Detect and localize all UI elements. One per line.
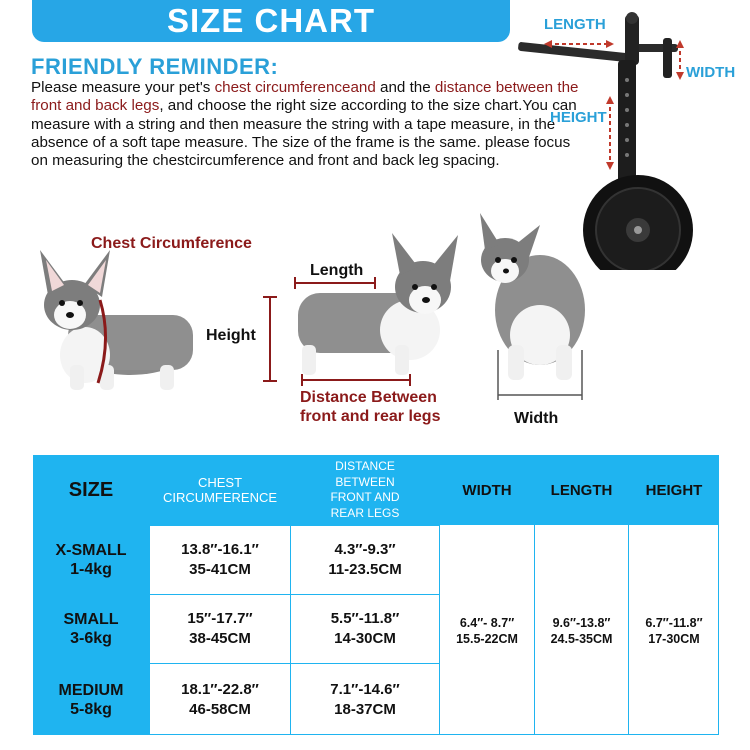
shared-height-cm: 17-30CM	[648, 631, 700, 646]
row-small-dist-cm: 14-30CM	[334, 630, 396, 647]
grid-line	[439, 455, 440, 735]
height-label: Height	[206, 327, 256, 344]
header-chest	[150, 455, 290, 525]
shared-length-in: 9.6″-13.8″	[552, 615, 611, 630]
wheelchair-height-label: HEIGHT	[550, 109, 607, 126]
table-row-size	[33, 664, 149, 735]
reminder-highlight-distance: distance between the front and back legs	[31, 79, 579, 115]
header-width	[440, 455, 534, 525]
grid-line	[149, 455, 150, 735]
row-xsmall-dist-in: 4.3″-9.3″	[334, 541, 396, 558]
reminder-title: FRIENDLY REMINDER:	[31, 54, 279, 79]
grid-line	[290, 455, 291, 735]
corgi-side-icon	[40, 250, 193, 390]
reminder-highlight-chest: chest circumferenceand	[214, 79, 376, 96]
table-row-size	[33, 595, 149, 663]
wheelchair-width-label: WIDTH	[686, 64, 736, 81]
header-distance-line-2: BETWEEN	[335, 474, 395, 489]
table-cell-distance	[291, 595, 439, 663]
row-xsmall-weight: 1-4kg	[70, 561, 112, 578]
row-small-dist-in: 5.5″-11.8″	[330, 610, 400, 627]
wheelchair-length-label: LENGTH	[544, 16, 606, 33]
header-height-text: HEIGHT	[645, 481, 703, 499]
grid-line	[33, 594, 440, 595]
row-xsmall-chest-in: 13.8″-16.1″	[181, 541, 259, 558]
reminder-text-2: and the	[375, 79, 435, 96]
table-cell-chest	[150, 664, 290, 735]
header-distance	[291, 455, 439, 525]
row-small-chest-in: 15″-17.7″	[187, 610, 253, 627]
row-small-size: SMALL	[63, 611, 119, 628]
header-size	[33, 455, 149, 525]
distance-label-line-2: front and rear legs	[300, 408, 441, 425]
header-size-text: SIZE	[68, 478, 114, 501]
measurement-illustrations	[30, 205, 590, 440]
row-medium-dist-in: 7.1″-14.6″	[330, 680, 400, 698]
row-xsmall-size: X-SMALL	[55, 542, 127, 559]
reminder-text-1: Please measure your pet's	[31, 79, 215, 96]
chest-circumference-label: Chest Circumference	[91, 235, 252, 252]
header-length-text: LENGTH	[550, 481, 613, 499]
grid-line	[33, 525, 440, 526]
page-title: SIZE CHART	[167, 2, 375, 39]
row-small-chest-cm: 38-45CM	[189, 630, 251, 647]
header-distance-line-4: REAR LEGS	[330, 505, 400, 520]
grid-line	[718, 455, 719, 735]
row-medium-weight: 5-8kg	[70, 700, 112, 718]
table-row-size	[33, 526, 149, 594]
row-medium-size: MEDIUM	[58, 681, 124, 699]
shared-width-cm: 15.5-22CM	[456, 631, 518, 646]
row-small-weight: 3-6kg	[70, 630, 112, 647]
distance-label-line-1: Distance Between	[300, 389, 437, 406]
corgi-length-icon	[263, 233, 458, 386]
row-medium-dist-cm: 18-37CM	[334, 700, 396, 718]
shared-width-in: 6.4″- 8.7″	[459, 615, 515, 630]
table-cell-distance	[291, 526, 439, 594]
shared-length-cm: 24.5-35CM	[550, 631, 613, 646]
reminder-text-3: , and choose the right size according to the size chart.You can measure with a string and then measure the string with a tape measure, in the absence of a soft tape measure. The size of the frame is the same. please focus on measuring the chestcircumference and front and back leg spacing.	[31, 97, 577, 170]
table-cell-chest	[150, 526, 290, 594]
header-length	[535, 455, 628, 525]
row-medium-chest-in: 18.1″-22.8″	[181, 680, 259, 698]
header-height	[629, 455, 719, 525]
length-label: Length	[310, 262, 364, 279]
reminder-text	[31, 79, 591, 170]
header-chest-line-1: CHEST	[197, 475, 243, 490]
grid-line	[33, 734, 719, 735]
table-cell-length-shared	[535, 526, 628, 735]
header-distance-line-3: FRONT AND	[330, 490, 400, 504]
row-xsmall-dist-cm: 11-23.5CM	[328, 561, 402, 578]
grid-line	[534, 455, 535, 735]
width-label: Width	[514, 410, 559, 427]
row-medium-chest-cm: 46-58CM	[189, 700, 251, 718]
header-distance-line-1: DISTANCE	[335, 459, 395, 473]
header-chest-line-2: CIRCUMFERENCE	[162, 490, 278, 505]
row-xsmall-chest-cm: 35-41CM	[189, 561, 251, 578]
corgi-rear-icon	[480, 213, 585, 400]
header-width-text: WIDTH	[462, 481, 512, 499]
table-cell-width-shared	[440, 526, 534, 735]
grid-line	[33, 663, 440, 664]
shared-height-in: 6.7″-11.8″	[645, 615, 703, 630]
size-table	[33, 455, 719, 735]
table-cell-height-shared	[629, 526, 719, 735]
grid-line	[628, 455, 629, 735]
table-cell-distance	[291, 664, 439, 735]
size-chart-banner	[32, 0, 510, 42]
table-cell-chest	[150, 595, 290, 663]
